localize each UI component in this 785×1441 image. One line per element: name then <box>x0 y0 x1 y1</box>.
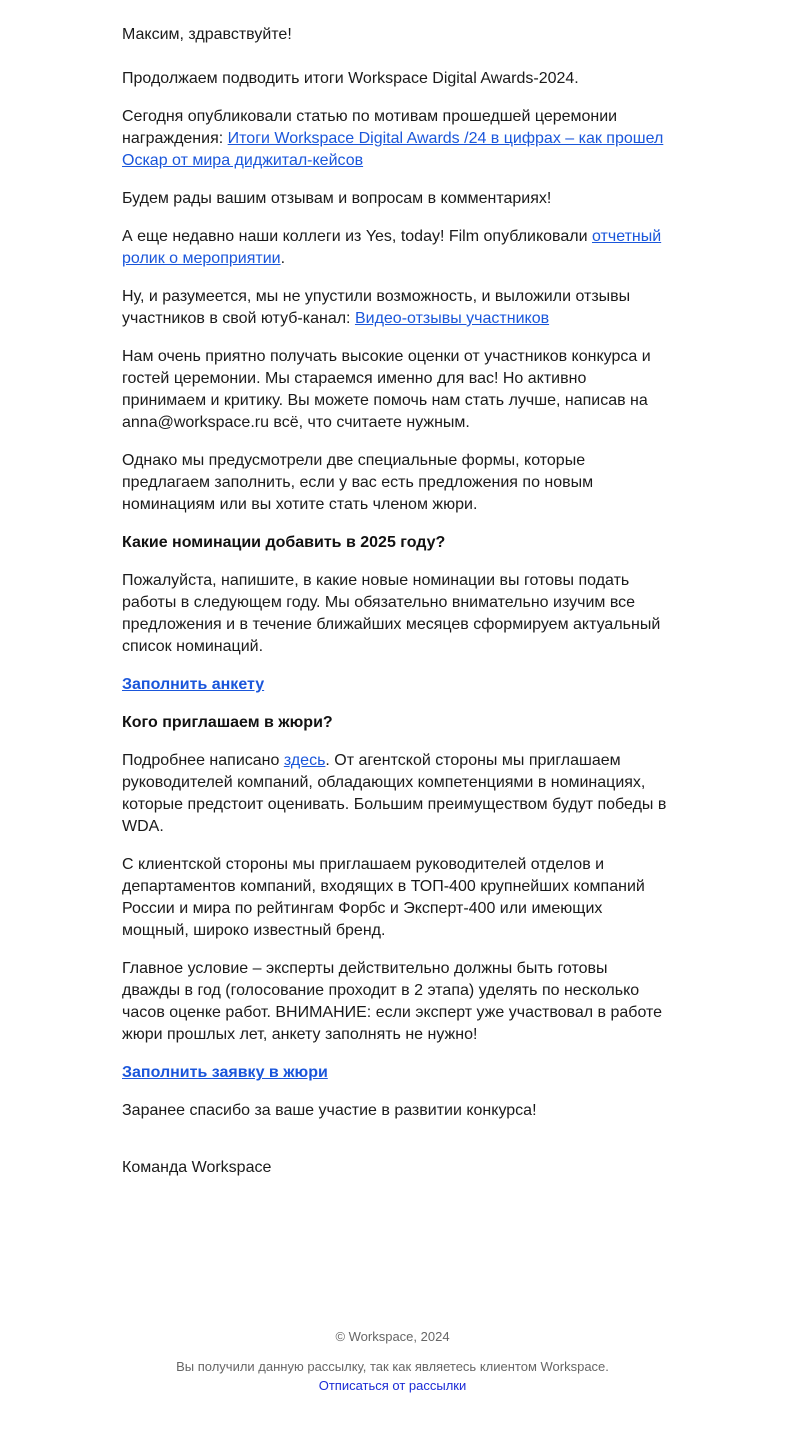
jury-clients-paragraph: С клиентской стороны мы приглашаем руководителей отделов и департаментов компаний, входящих в ТОП-400 крупнейших компаний России и мира по рейтингам Форбс и Эксперт-400 или имеющих мощный, широко известный бренд. <box>122 856 645 939</box>
footer-unsubscribe-row <box>0 1376 785 1395</box>
ratings-paragraph: Нам очень приятно получать высокие оценки от участников конкурса и гостей церемонии. Мы стараемся именно для вас! Но активно принимаем и критику. Вы можете помочь нам стать лучше, написав на anna@workspace.ru всё, что считаете нужным. <box>122 348 651 431</box>
nominations-cta-row <box>122 674 667 696</box>
reviews-text: Ну, и разумеется, мы не упустили возможность, и выложили отзывы участников в свой ютуб-канал: <box>122 288 631 327</box>
forms-intro-paragraph: Однако мы предусмотрели две специальные формы, которые предлагаем заполнить, если у вас есть предложения по новым номинациям или вы хотите стать членом жюри. <box>122 452 594 513</box>
article-paragraph <box>122 106 667 172</box>
intro-paragraph: Продолжаем подводить итоги Workspace Digital Awards-2024. <box>122 70 579 87</box>
reviews-paragraph <box>122 286 667 330</box>
video-text: А еще недавно наши коллеги из Yes, today! Film опубликовали <box>122 228 592 245</box>
email-body <box>122 24 667 1195</box>
unsubscribe-link[interactable]: Отписаться от рассылки <box>318 1378 467 1393</box>
jury-cta-row <box>122 1062 667 1084</box>
nominations-paragraph: Пожалуйста, напишите, в какие новые номинации вы готовы подать работы в следующем году. Мы обязательно внимательно изучим все предложения и в течение ближайших месяцев сформируем актуальный список номинаций. <box>122 572 661 655</box>
greeting: Максим, здравствуйте! <box>122 26 292 43</box>
jury-text-before: Подробнее написано <box>122 752 284 769</box>
signature: Команда Workspace <box>122 1159 272 1176</box>
jury-text-after: . От агентской стороны мы приглашаем руководителей компаний, обладающих компетенциями в номинациях, которые предстоит оценивать. Большим преимуществом будут победы в WDA. <box>122 752 667 835</box>
article-link[interactable]: Итоги Workspace Digital Awards /24 в цифрах – как прошел Оскар от мира диджитал-кейсов <box>122 130 664 169</box>
footer-copyright: © Workspace, 2024 <box>335 1329 450 1344</box>
jury-paragraph <box>122 750 667 838</box>
reviews-link[interactable]: Видео-отзывы участников <box>354 310 550 327</box>
video-after: . <box>280 250 286 267</box>
footer-note: Вы получили данную рассылку, так как являетесь клиентом Workspace. <box>176 1359 609 1374</box>
jury-condition-paragraph: Главное условие – эксперты действительно должны быть готовы дважды в год (голосование проходит в 2 этапа) уделять по несколько часов оценке работ. ВНИМАНИЕ: если эксперт уже участвовал в работе жюри прошлых лет, анкету заполнять не нужно! <box>122 960 663 1043</box>
jury-details-link[interactable]: здесь <box>283 752 326 769</box>
thanks-paragraph: Заранее спасибо за ваше участие в развитии конкурса! <box>122 1102 537 1119</box>
video-link[interactable]: отчетный ролик о мероприятии <box>122 228 662 267</box>
video-paragraph <box>122 226 667 270</box>
jury-application-link[interactable]: Заполнить заявку в жюри <box>122 1064 328 1081</box>
footer <box>0 1327 785 1395</box>
nominations-heading: Какие номинации добавить в 2025 году? <box>122 534 446 551</box>
feedback-paragraph: Будем рады вашим отзывам и вопросам в комментариях! <box>122 190 552 207</box>
jury-heading: Кого приглашаем в жюри? <box>122 714 333 731</box>
article-text: Сегодня опубликовали статью по мотивам прошедшей церемонии награждения: <box>122 108 618 147</box>
fill-survey-link[interactable]: Заполнить анкету <box>122 676 265 693</box>
